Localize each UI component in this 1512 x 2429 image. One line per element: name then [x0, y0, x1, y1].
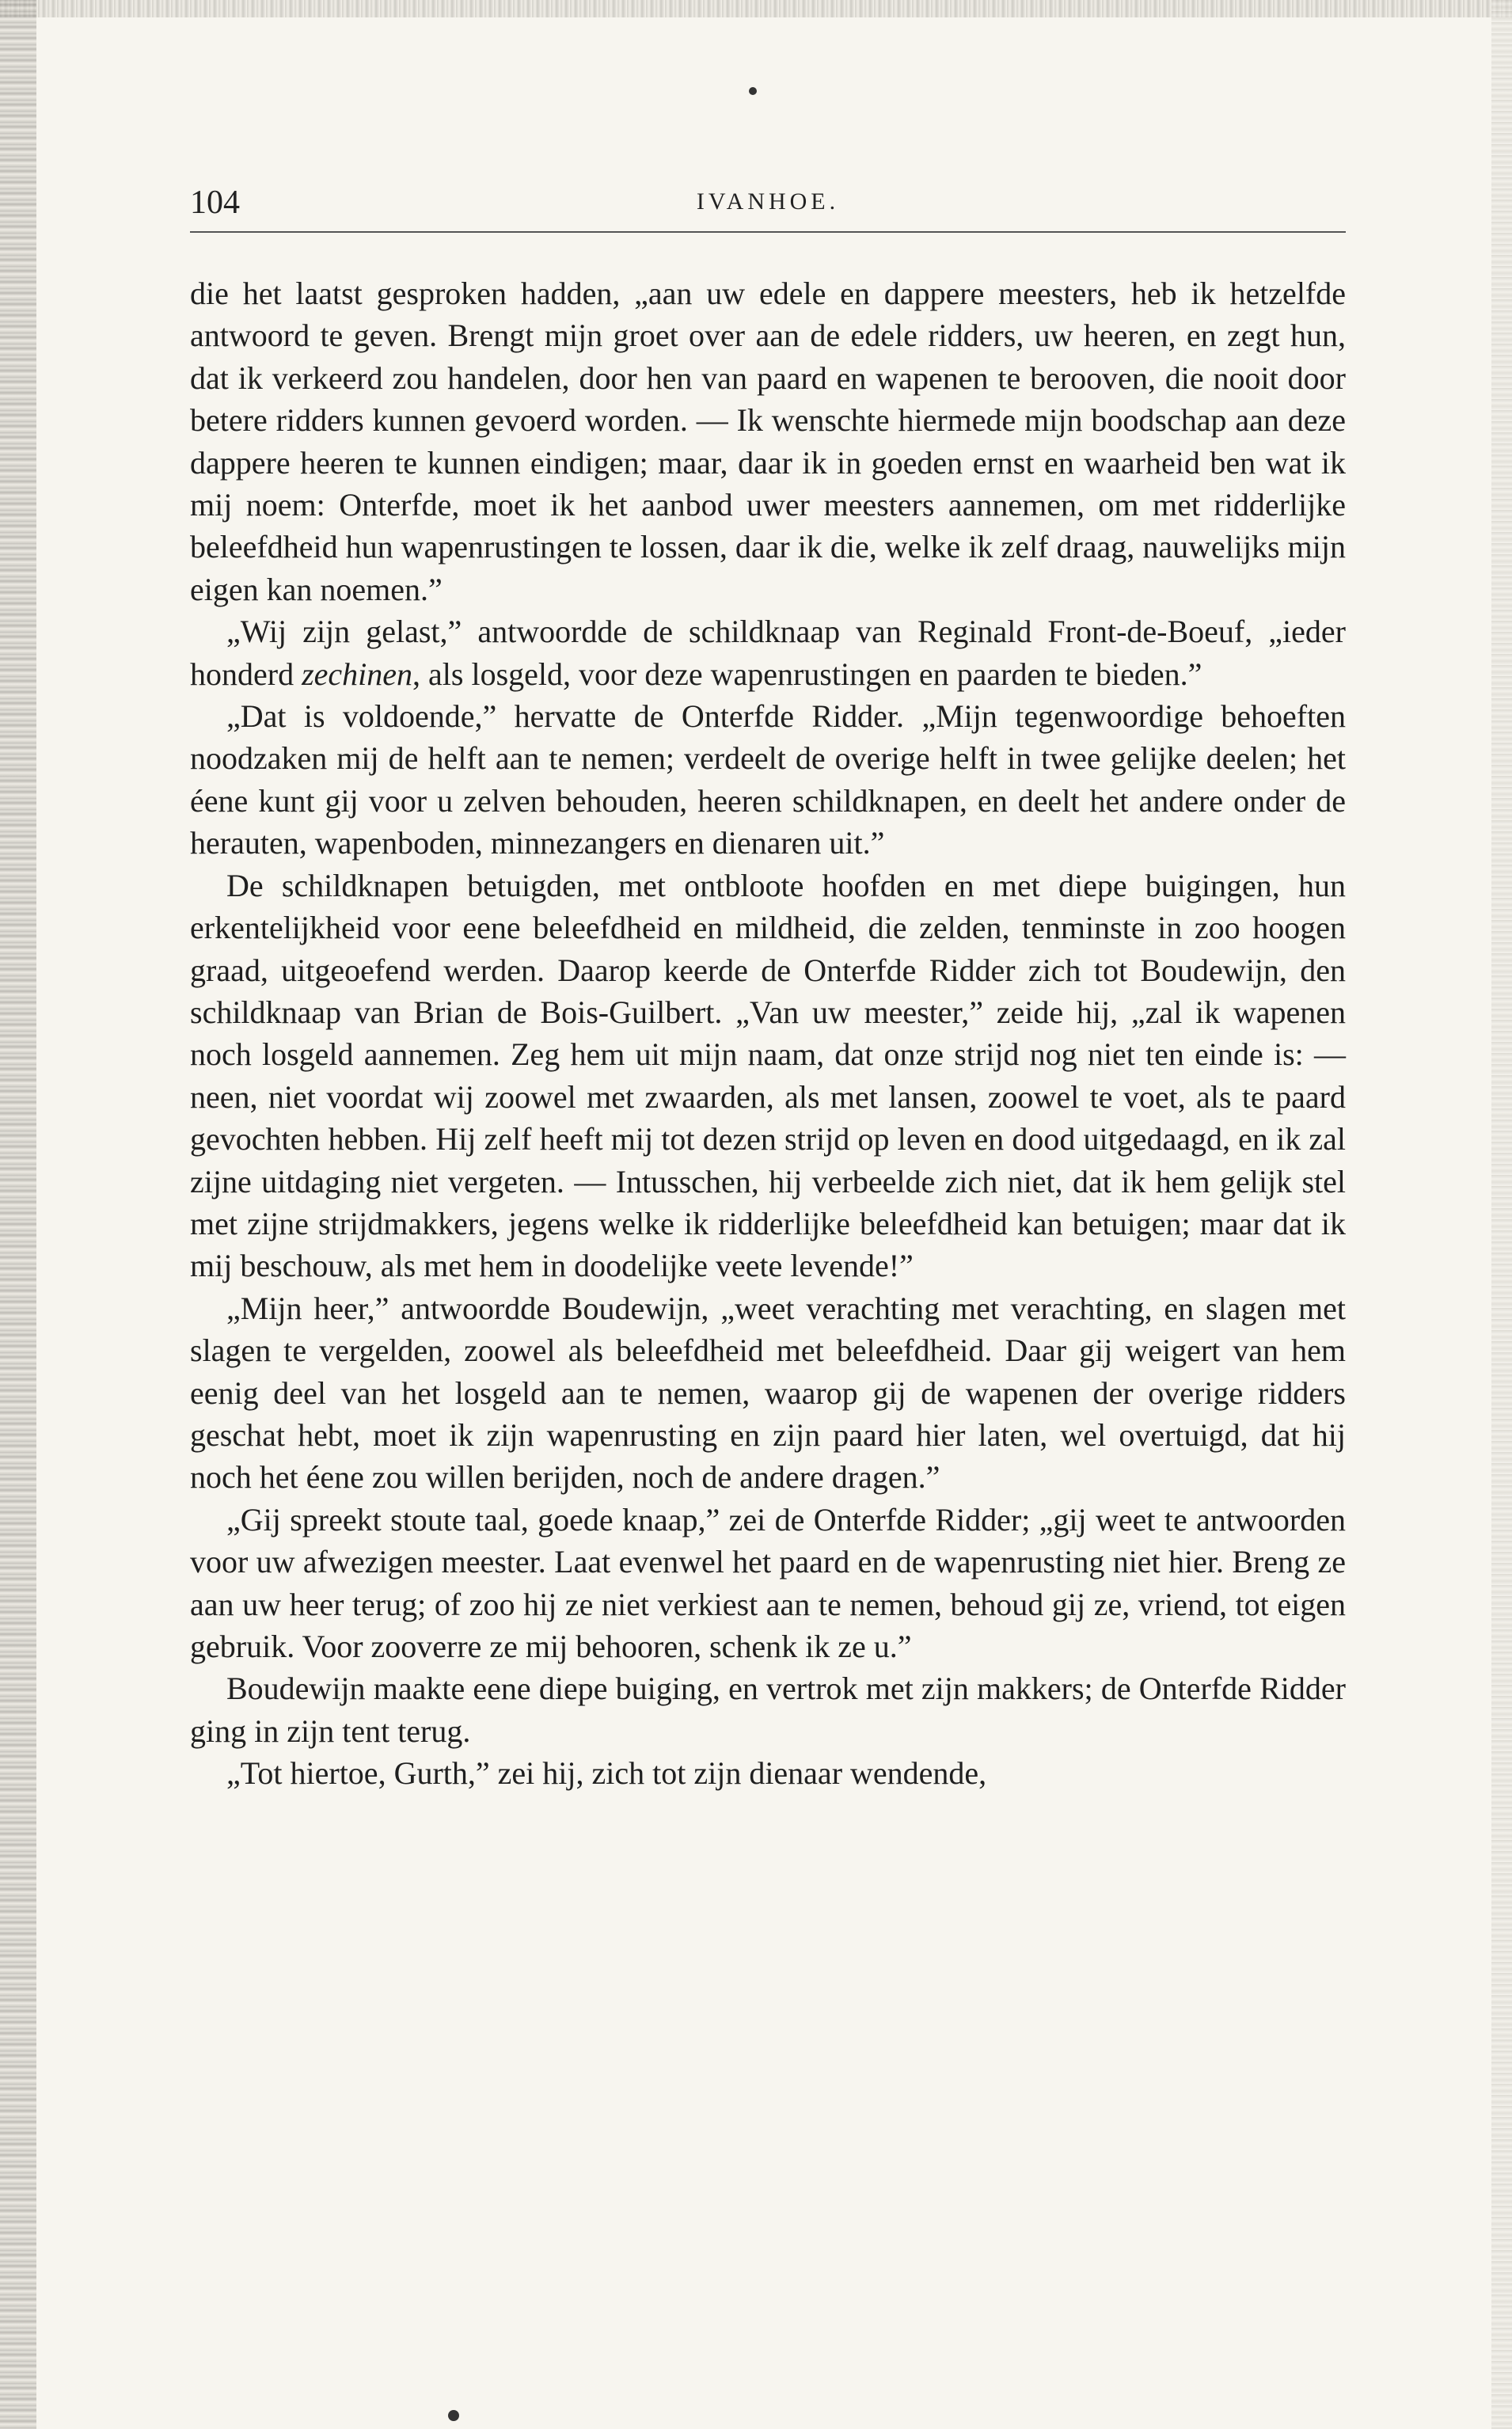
paragraph-2-end: , als losgeld, voor deze wapenrustingen en paarden te bieden.”: [412, 656, 1202, 692]
paragraph-5: „Mijn heer,” antwoordde Boudewijn, „weet verachting met verachting, en slagen met slagen te vergelden, zoowel als beleefdheid met beleefdheid. Daar gij weigert van hem eenig deel van het losgeld aan te nemen, waarop gij de wapenen der overige ridders geschat hebt, moet ik zijn wapenrusting en zijn paard hier laten, wel overtuigd, dat hij noch het éene zou willen berijden, noch de andere dragen.”: [190, 1290, 1346, 1496]
italic-word: zechinen: [302, 656, 413, 692]
paragraph-2-start: „Wij zijn gelast,” antwoordde de schildknaap van Reginald Front-de-Boeuf, „ieder honderd: [190, 614, 1346, 692]
page-header: [190, 184, 1346, 239]
ink-speck: [448, 2410, 459, 2421]
body-text: [190, 272, 1346, 1795]
page-number: 104: [190, 184, 240, 221]
running-title: IVANHOE.: [696, 188, 840, 215]
paragraph-4: De schildknapen betuigden, met ontbloote hoofden en met diepe buigingen, hun erkentelijkheid voor eene beleefdheid en mildheid, die zelden, tenminste in zoo hoogen graad, uitgeoefend werden. Daarop keerde de Onterfde Ridder zich tot Boudewijn, den schildknaap van Brian de Bois-Guilbert. „Van uw meester,” zeide hij, „zal ik wapenen noch losgeld aannemen. Zeg hem uit mijn naam, dat onze strijd nog niet ten einde is: — neen, niet voordat wij zoowel met zwaarden, als met lansen, zoowel te voet, als te paard gevochten hebben. Hij zelf heeft mij tot dezen strijd op leven en dood uitgedaagd, en ik zal zijne uitdaging niet vergeten. — Intusschen, hij verbeelde zich niet, dat ik hem gelijk stel met zijne strijdmakkers, jegens welke ik ridderlijke beleefdheid kan betuigen; maar dat ik mij beschouw, als met hem in doodelijke veete levende!”: [190, 867, 1346, 1284]
page-top-edge: [0, 0, 1512, 17]
page-right-edge: [1491, 0, 1512, 2429]
paragraph-2: [190, 610, 1346, 695]
paragraph-7: Boudewijn maakte eene diepe buiging, en vertrok met zijn makkers; de Onterfde Ridder ging in zijn tent terug.: [190, 1671, 1346, 1749]
paragraph-6: „Gij spreekt stoute taal, goede knaap,” zei de Onterfde Ridder; „gij weet te antwoorden voor uw afwezigen meester. Laat evenwel het paard en de wapenrusting niet hier. Breng ze aan uw heer terug; of zoo hij ze niet verkiest aan te nemen, behoud gij ze, vriend, tot eigen gebruik. Voor zooverre ze mij behooren, schenk ik ze u.”: [190, 1501, 1346, 1664]
paragraph-8: „Tot hiertoe, Gurth,” zei hij, zich tot zijn dienaar wendende,: [226, 1755, 987, 1792]
page-left-edge: [0, 0, 36, 2429]
paragraph-3: „Dat is voldoende,” hervatte de Onterfde Ridder. „Mijn tegenwoordige behoeften noodzaken mij de helft aan te nemen; verdeelt de overige helft in twee gelijke deelen; het éene kunt gij voor u zelven behouden, heeren schildknapen, en deelt het andere onder de herauten, wapenboden, minnezangers en dienaren uit.”: [190, 698, 1346, 861]
paragraph-1: die het laatst gesproken hadden, „aan uw edele en dappere meesters, heb ik hetzelfde antwoord te geven. Brengt mijn groet over aan de edele ridders, uw heeren, en zegt hun, dat ik verkeerd zou handelen, door hen van paard en wapenen te berooven, die nooit door betere ridders kunnen gevoerd worden. — Ik wenschte hiermede mijn boodschap aan deze dappere heeren te kunnen eindigen; maar, daar ik in goeden ernst en waarheid ben wat ik mij noem: Onterfde, moet ik het aanbod uwer meesters aannemen, om met ridderlijke beleefdheid hun wapenrustingen te lossen, daar ik die, welke ik zelf draag, nauwelijks mijn eigen kan noemen.”: [190, 276, 1346, 607]
ink-speck: [749, 87, 757, 95]
header-rule: [190, 231, 1346, 233]
